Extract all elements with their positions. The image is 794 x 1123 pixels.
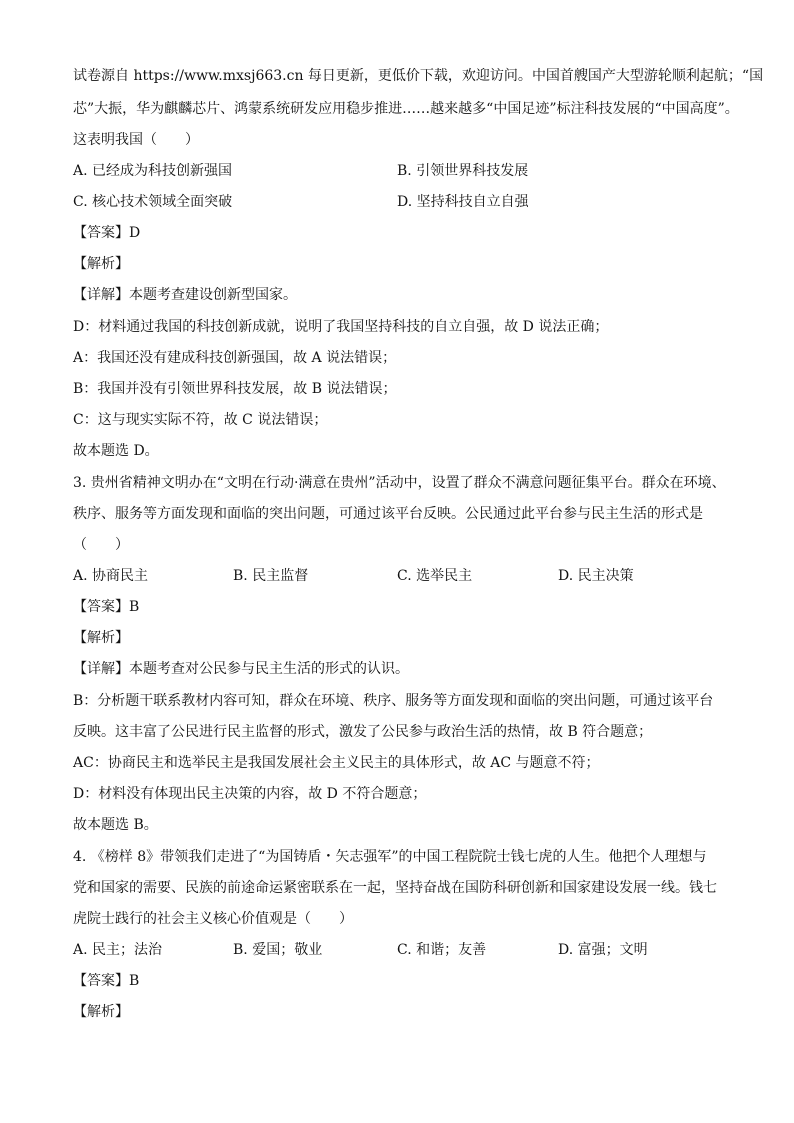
q2-answer: 【答案】D — [73, 225, 141, 241]
q3-option-a: A. 协商民主 — [73, 568, 149, 584]
question-3-stem-line-3: （ ） — [73, 537, 129, 553]
q2-option-b: B. 引领世界科技发展 — [397, 163, 529, 179]
q4-analysis-heading: 【解析】 — [73, 1004, 129, 1020]
q2-conclusion: 故本题选 D。 — [73, 443, 159, 459]
question-3-stem-line-1: 3. 贵州省精神文明办在“文明在行动·满意在贵州”活动中，设置了群众不满意问题征集平台。群众在环境、 — [73, 475, 726, 491]
q3-explanation-b-line-1: B：分析题干联系教材内容可知，群众在环境、秩序、服务等方面发现和面临的突出问题，可通过该平台 — [73, 693, 714, 709]
q2-explanation-d: D：材料通过我国的科技创新成就，说明了我国坚持科技的自立自强，故 D 说法正确； — [73, 319, 609, 335]
q3-option-b: B. 民主监督 — [233, 568, 309, 584]
question-3-stem-line-2: 秩序、服务等方面发现和面临的突出问题，可通过该平台反映。公民通过此平台参与民主生活的形式是 — [73, 506, 703, 522]
q3-explanation-ac: AC：协商民主和选举民主是我国发展社会主义民主的具体形式，故 AC 与题意不符； — [73, 755, 600, 771]
q3-detail: 【详解】本题考查对公民参与民主生活的形式的认识。 — [73, 661, 409, 677]
q3-explanation-b-line-2: 反映。这丰富了公民进行民主监督的形式，激发了公民参与政治生活的热情，故 B 符合题意； — [73, 724, 653, 740]
q3-option-c: C. 选举民主 — [397, 568, 473, 584]
q2-analysis-heading: 【解析】 — [73, 256, 129, 272]
q3-conclusion: 故本题选 B。 — [73, 817, 158, 833]
q2-detail: 【详解】本题考查建设创新型国家。 — [73, 287, 297, 303]
q2-explanation-c: C：这与现实实际不符，故 C 说法错误； — [73, 412, 328, 428]
question-2-stem-line-1 — [73, 66, 763, 86]
q4-option-d: D. 富强；文明 — [558, 942, 648, 958]
question-4-stem-line-1: 4. 《榜样 8》带领我们走进了“为国铸盾・矢志强军”的中国工程院院士钱七虎的人生。他把个人理想与 — [73, 849, 707, 865]
q2-explanation-a: A：我国还没有建成科技创新强国，故 A 说法错误； — [73, 350, 397, 366]
q3-option-d: D. 民主决策 — [558, 568, 634, 584]
question-2-stem-text: 中国首艘国产大型游轮顺利起航；“国 — [531, 68, 764, 84]
q4-option-a: A. 民主；法治 — [73, 942, 163, 958]
question-2-stem-line-3: 这表明我国（ ） — [73, 132, 199, 148]
q2-explanation-b: B：我国并没有引领世界科技发展，故 B 说法错误； — [73, 381, 397, 397]
q4-option-c: C. 和谐；友善 — [397, 942, 487, 958]
q3-analysis-heading: 【解析】 — [73, 630, 129, 646]
q3-explanation-d: D：材料没有体现出民主决策的内容，故 D 不符合题意； — [73, 786, 427, 802]
q4-answer: 【答案】B — [73, 973, 140, 989]
q2-option-a: A. 已经成为科技创新强国 — [73, 163, 233, 179]
question-4-stem-line-3: 虎院士践行的社会主义核心价值观是（ ） — [73, 911, 353, 927]
q3-answer: 【答案】B — [73, 599, 140, 615]
watermark-text: 试卷源自 https://www.mxsj663.cn 每日更新，更低价下载，欢迎访问。 — [73, 68, 532, 84]
q2-option-d: D. 坚持科技自立自强 — [397, 194, 529, 210]
q2-option-c: C. 核心技术领域全面突破 — [73, 194, 233, 210]
question-2-stem-line-2: 芯”大振，华为麒麟芯片、鸿蒙系统研发应用稳步推进……越来越多“中国足迹”标注科技发展的“中国高度”。 — [73, 101, 739, 117]
q4-option-b: B. 爱国；敬业 — [233, 942, 323, 958]
question-4-stem-line-2: 党和国家的需要、民族的前途命运紧密联系在一起，坚持奋战在国防科研创新和国家建设发展一线。钱七 — [73, 880, 717, 896]
